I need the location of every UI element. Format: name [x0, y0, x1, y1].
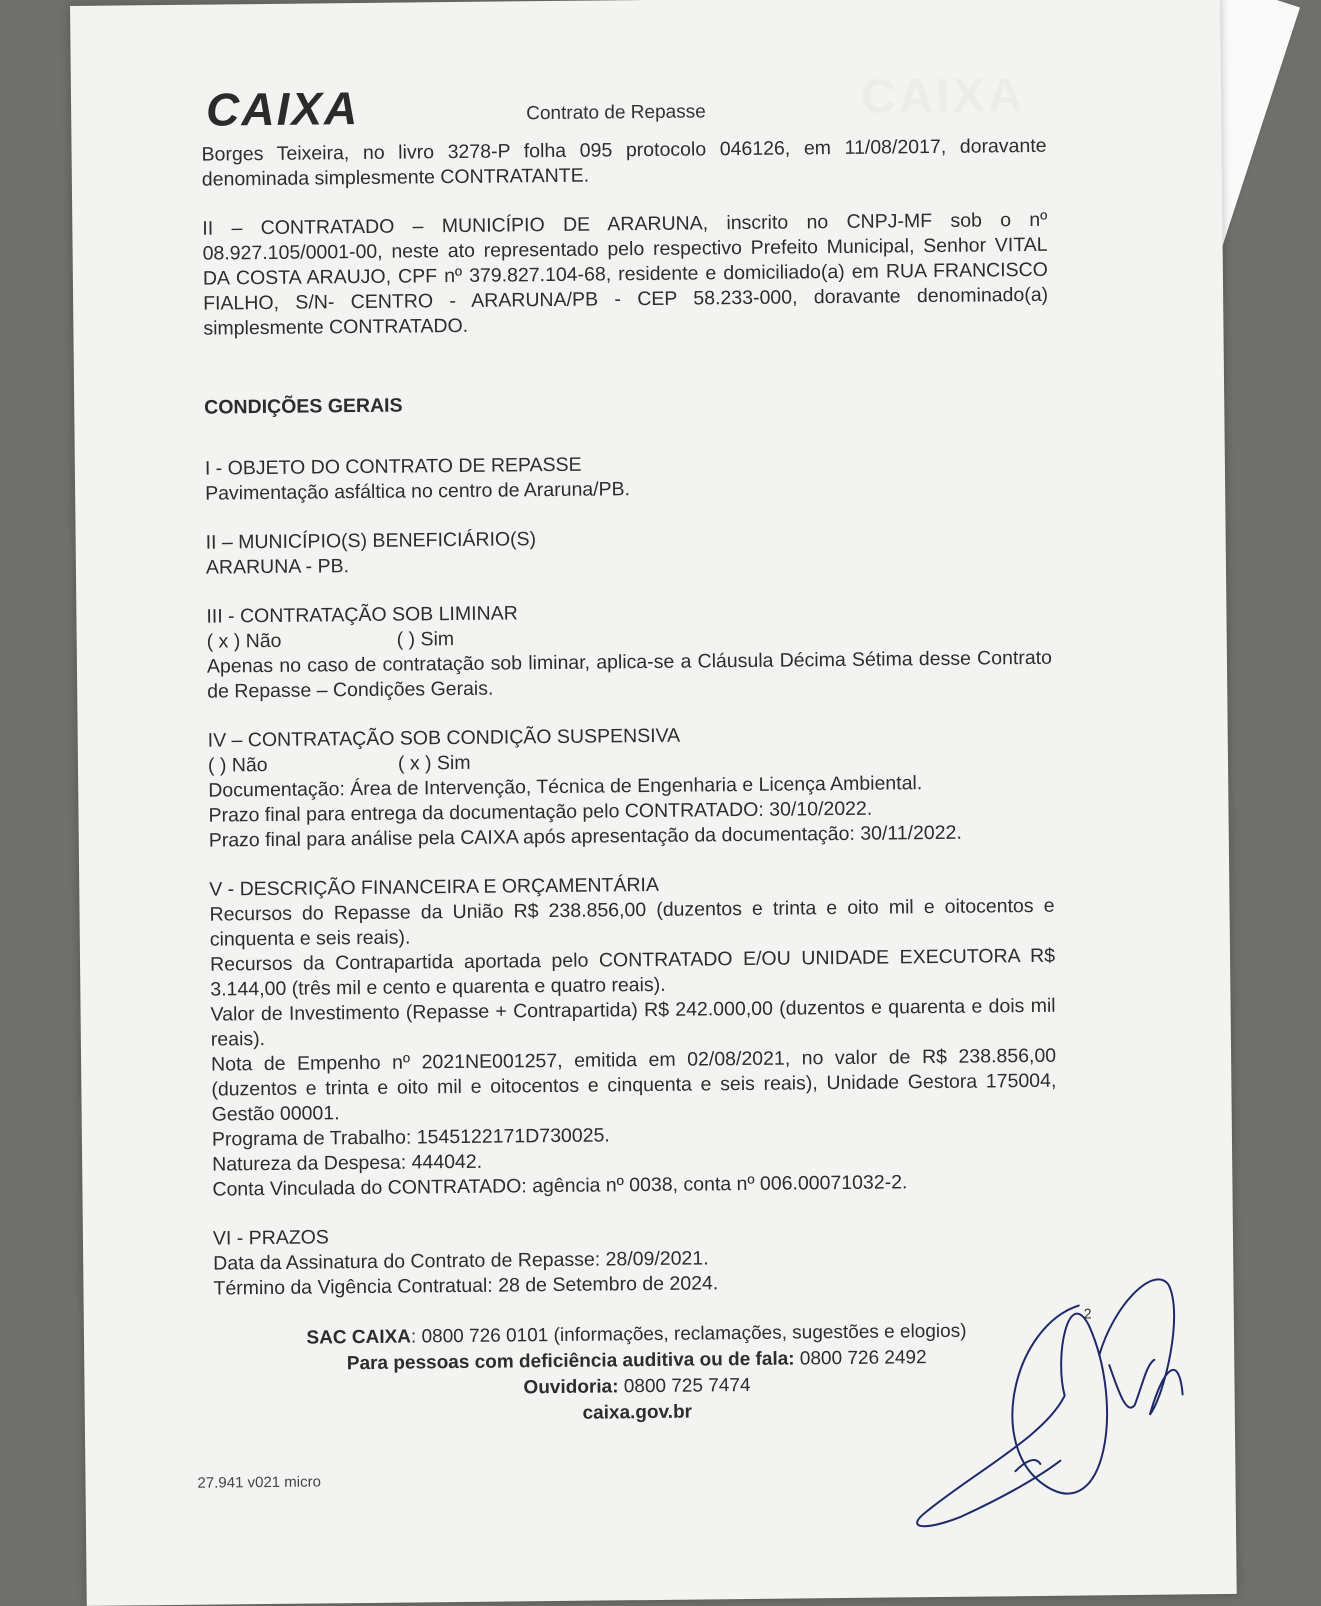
section-6-line-1: Data da Assinatura do Contrato de Repasse: 28/09/2021.: [213, 1247, 709, 1275]
section-4-line-2: Prazo final para entrega da documentação pelo CONTRATADO: 30/10/2022.: [208, 797, 873, 827]
section-6-title: VI - PRAZOS: [212, 1226, 329, 1250]
signature-stroke-mid: [1109, 1360, 1154, 1408]
caixa-logo: CAIXA: [205, 81, 360, 136]
document-body: [201, 134, 1058, 1302]
signature-stroke-right: [1098, 1279, 1182, 1415]
section-3-note: Apenas no caso de contratação sob liminar, aplica-se a Cláusula Décima Sétima desse Contrato de Repasse – Condições Gerais.: [206, 646, 1053, 703]
document-title: Contrato de Repasse: [526, 101, 706, 125]
page-number: 2: [1083, 1305, 1092, 1322]
signature-stroke-loop: [1011, 1305, 1108, 1494]
form-version: 27.941 v021 micro: [197, 1473, 321, 1492]
section-1-title: I - OBJETO DO CONTRATO DE REPASSE: [204, 453, 582, 480]
footer-def-text: 0800 726 2492: [794, 1347, 927, 1370]
section-2-text: ARARUNA - PB.: [205, 555, 350, 579]
section-5-empenho: Nota de Empenho nº 2021NE001257, emitida em 02/08/2021, no valor de R$ 238.856,00 (duzentos e trinta e oito mil e oitocentos e cinquenta e seis reais), Unidade Gestora 175004, Gestão 00001.: [211, 1044, 1057, 1126]
section-3-title: III - CONTRATAÇÃO SOB LIMINAR: [206, 602, 518, 628]
footer-site-link: caixa.gov.br: [582, 1401, 693, 1424]
footer-sac-label: SAC CAIXA: [306, 1326, 412, 1349]
signature-stroke-tail: [916, 1396, 1066, 1527]
section-4-line-3: Prazo final para análise pela CAIXA após apresentação da documentação: 30/11/2022.: [208, 821, 962, 852]
section-4-title: IV – CONTRATAÇÃO SOB CONDIÇÃO SUSPENSIVA: [207, 724, 681, 752]
footer-sac-text: : 0800 726 0101 (informações, reclamações, sugestões e elogios): [410, 1320, 967, 1348]
section-3-option-nao: ( x ) Não: [206, 629, 282, 653]
section-5-repasse: Recursos do Repasse da União R$ 238.856,00 (duzentos e trinta e oito mil e oitocentos e cinquenta e seis reais).: [209, 894, 1055, 951]
handwritten-signature: [863, 1244, 1186, 1547]
section-1-text: Pavimentação asfáltica no centro de Araruna/PB.: [205, 478, 631, 505]
section-5-programa: Programa de Trabalho: 1545122171D730025.: [211, 1124, 610, 1151]
section-4-option-nao: ( ) Não: [207, 753, 268, 777]
section-6-line-2: Término da Vigência Contratual: 28 de Setembro de 2024.: [213, 1272, 719, 1300]
section-4-option-sim: ( x ) Sim: [397, 751, 471, 775]
contratante-paragraph: Borges Teixeira, no livro 3278-P folha 095 protocolo 046126, em 11/08/2017, doravante denominada simplesmente CONTRATANTE.: [201, 134, 1047, 191]
section-5-natureza: Natureza da Despesa: 444042.: [212, 1150, 483, 1176]
general-conditions-heading: CONDIÇÕES GERAIS: [204, 394, 403, 419]
section-5-conta: Conta Vinculada do CONTRATADO: agência nº 0038, conta nº 006.00071032-2.: [212, 1171, 908, 1201]
contratado-paragraph: II – CONTRATADO – MUNICÍPIO DE ARARUNA, inscrito no CNPJ-MF sob o nº 08.927.105/0001-00, neste ato representado pelo respectivo Prefeito Municipal, Senhor VITAL DA COSTA ARAUJO, CPF nº 379.827.104-68, residente e domiciliado(a) em RUA FRANCISCO FIALHO, S/N- CENTRO - ARARUNA/PB - CEP 58.233-000, doravante denominado(a) simplesmente CONTRATADO.: [202, 208, 1049, 340]
section-5-investimento: Valor de Investimento (Repasse + Contrapartida) R$ 242.000,00 (duzentos e quarenta e dois mil reais).: [210, 994, 1056, 1051]
section-5-title: V - DESCRIÇÃO FINANCEIRA E ORÇAMENTÁRIA: [209, 873, 660, 901]
section-5-contrapartida: Recursos da Contrapartida aportada pelo CONTRATADO E/OU UNIDADE EXECUTORA R$ 3.144,00 (três mil e cento e quarenta e quatro reais).: [209, 944, 1056, 1001]
section-4-line-1: Documentação: Área de Intervenção, Técnica de Engenharia e Licença Ambiental.: [208, 772, 923, 802]
document-page: [70, 0, 1237, 1606]
section-2-title: II – MUNICÍPIO(S) BENEFICIÁRIO(S): [205, 528, 537, 554]
section-3-option-sim: ( ) Sim: [396, 628, 455, 651]
footer-ouv-text: 0800 725 7474: [618, 1374, 751, 1398]
footer-def-label: Para pessoas com deficiência auditiva ou de fala:: [346, 1348, 795, 1375]
caixa-logo-showthrough: CAIXA: [860, 69, 1026, 124]
footer-ouv-label: Ouvidoria:: [523, 1376, 619, 1399]
